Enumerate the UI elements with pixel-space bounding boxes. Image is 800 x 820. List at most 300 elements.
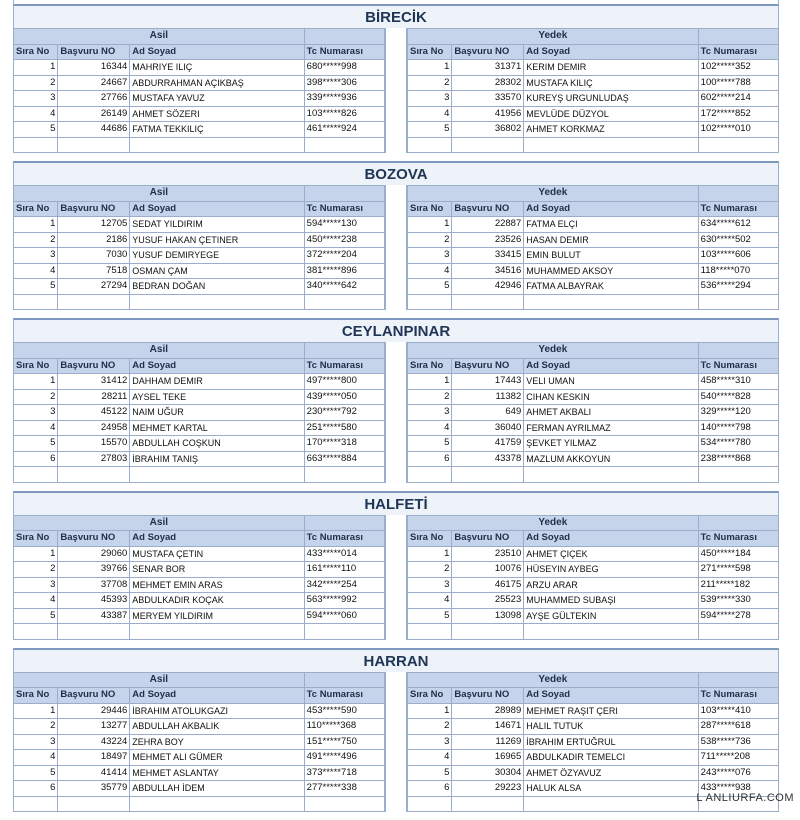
table-row bbox=[407, 593, 778, 609]
district-title: HARRAN bbox=[13, 648, 779, 672]
basvuru-no-cell: 33415 bbox=[452, 248, 524, 264]
table-row bbox=[407, 719, 778, 735]
empty-cell bbox=[58, 137, 130, 153]
basvuru-no-cell: 34516 bbox=[452, 263, 524, 279]
ad-soyad-cell: MUSTAFA KILIÇ bbox=[524, 75, 698, 91]
empty-cell bbox=[524, 294, 698, 310]
sira-no-cell: 2 bbox=[14, 562, 58, 578]
ad-soyad-cell: FATMA ELÇI bbox=[524, 217, 698, 233]
ad-soyad-cell: ABDURRAHMAN AÇIKBAŞ bbox=[130, 75, 304, 91]
sira-no-cell: 3 bbox=[14, 91, 58, 107]
tc-no-cell: 100*****788 bbox=[698, 75, 778, 91]
tc-no-cell: 540*****828 bbox=[698, 389, 778, 405]
empty-cell bbox=[698, 467, 778, 483]
table-row bbox=[407, 389, 778, 405]
basvuru-no-cell: 18497 bbox=[58, 750, 130, 766]
empty-cell bbox=[14, 624, 58, 640]
tc-no-cell: 536*****294 bbox=[698, 279, 778, 295]
table-row bbox=[14, 91, 385, 107]
tc-no-cell: 372*****204 bbox=[304, 248, 384, 264]
sira-no-cell: 4 bbox=[407, 420, 451, 436]
basvuru-no-cell: 43378 bbox=[452, 451, 524, 467]
ad-soyad-cell: OSMAN ÇAM bbox=[130, 263, 304, 279]
col-header-basvuru-no: Başvuru NO bbox=[452, 358, 524, 374]
ad-soyad-cell: SEDAT YILDIRIM bbox=[130, 217, 304, 233]
table-row bbox=[14, 248, 385, 264]
ad-soyad-cell: MEHMET RAŞIT ÇERI bbox=[524, 703, 698, 719]
basvuru-no-cell: 45122 bbox=[58, 405, 130, 421]
empty-cell bbox=[58, 467, 130, 483]
table-row bbox=[407, 765, 778, 781]
empty-cell bbox=[304, 796, 384, 812]
tc-no-cell: 243*****076 bbox=[698, 765, 778, 781]
empty-row bbox=[407, 137, 778, 153]
table-row bbox=[14, 374, 385, 390]
tc-no-cell: 461*****924 bbox=[304, 122, 384, 138]
table-row bbox=[407, 577, 778, 593]
ad-soyad-cell: HALUK ALSA bbox=[524, 781, 698, 797]
empty-cell bbox=[14, 467, 58, 483]
tc-no-cell: 342*****254 bbox=[304, 577, 384, 593]
empty-cell bbox=[452, 137, 524, 153]
ad-soyad-cell: SENAR BOR bbox=[130, 562, 304, 578]
table-row bbox=[407, 703, 778, 719]
table-row bbox=[14, 279, 385, 295]
empty-cell bbox=[407, 137, 451, 153]
col-header-sira-no: Sıra No bbox=[14, 358, 58, 374]
ad-soyad-cell: FATMA TEKKILIÇ bbox=[130, 122, 304, 138]
basvuru-no-cell: 28302 bbox=[452, 75, 524, 91]
table-row bbox=[407, 374, 778, 390]
asil-table bbox=[13, 342, 385, 483]
sira-no-cell: 5 bbox=[407, 608, 451, 624]
basvuru-no-cell: 41414 bbox=[58, 765, 130, 781]
table-row bbox=[407, 546, 778, 562]
ad-soyad-cell: AHMET KORKMAZ bbox=[524, 122, 698, 138]
empty-cell bbox=[14, 137, 58, 153]
sira-no-cell: 6 bbox=[407, 451, 451, 467]
tc-no-cell: 534*****780 bbox=[698, 436, 778, 452]
table-row bbox=[407, 750, 778, 766]
yedek-group-header: Yedek bbox=[407, 186, 698, 202]
tc-no-cell: 458*****310 bbox=[698, 374, 778, 390]
col-header-basvuru-no: Başvuru NO bbox=[58, 358, 130, 374]
basvuru-no-cell: 41956 bbox=[452, 106, 524, 122]
basvuru-no-cell: 27294 bbox=[58, 279, 130, 295]
sira-no-cell: 3 bbox=[14, 248, 58, 264]
ad-soyad-cell: MEVLÜDE DÜZYOL bbox=[524, 106, 698, 122]
empty-row bbox=[14, 796, 385, 812]
empty-cell bbox=[304, 624, 384, 640]
col-header-ad-soyad: Ad Soyad bbox=[524, 358, 698, 374]
ad-soyad-cell: YUSUF HAKAN ÇETINER bbox=[130, 232, 304, 248]
sira-no-cell: 2 bbox=[407, 389, 451, 405]
table-row bbox=[14, 719, 385, 735]
asil-group-header: Asil bbox=[14, 186, 305, 202]
table-row bbox=[14, 562, 385, 578]
empty-cell bbox=[524, 467, 698, 483]
yedek-table bbox=[407, 185, 779, 310]
ad-soyad-cell: AYSEL TEKE bbox=[130, 389, 304, 405]
sira-no-cell: 3 bbox=[407, 405, 451, 421]
table-row bbox=[14, 60, 385, 76]
tc-no-cell: 711*****208 bbox=[698, 750, 778, 766]
basvuru-no-cell: 2186 bbox=[58, 232, 130, 248]
basvuru-no-cell: 35779 bbox=[58, 781, 130, 797]
sira-no-cell: 1 bbox=[14, 374, 58, 390]
sira-no-cell: 1 bbox=[14, 217, 58, 233]
ad-soyad-cell: KUREYŞ URGUNLUDAŞ bbox=[524, 91, 698, 107]
empty-cell bbox=[698, 137, 778, 153]
basvuru-no-cell: 11269 bbox=[452, 734, 524, 750]
column-gap bbox=[385, 185, 407, 310]
table-row bbox=[407, 279, 778, 295]
yedek-table bbox=[407, 28, 779, 153]
tc-no-cell: 238*****868 bbox=[698, 451, 778, 467]
group-header-blank bbox=[698, 515, 778, 531]
sira-no-cell: 4 bbox=[407, 106, 451, 122]
empty-row bbox=[14, 467, 385, 483]
sira-no-cell: 4 bbox=[14, 593, 58, 609]
table-row bbox=[14, 577, 385, 593]
sira-no-cell: 4 bbox=[14, 750, 58, 766]
col-header-tc-no: Tc Numarası bbox=[304, 358, 384, 374]
empty-cell bbox=[130, 624, 304, 640]
col-header-basvuru-no: Başvuru NO bbox=[58, 201, 130, 217]
yedek-group-header: Yedek bbox=[407, 672, 698, 688]
ad-soyad-cell: BEDRAN DOĞAN bbox=[130, 279, 304, 295]
tc-no-cell: 340*****642 bbox=[304, 279, 384, 295]
basvuru-no-cell: 25523 bbox=[452, 593, 524, 609]
empty-cell bbox=[14, 796, 58, 812]
sira-no-cell: 2 bbox=[14, 389, 58, 405]
basvuru-no-cell: 7518 bbox=[58, 263, 130, 279]
sira-no-cell: 3 bbox=[14, 734, 58, 750]
asil-group-header: Asil bbox=[14, 29, 305, 45]
tc-no-cell: 151*****750 bbox=[304, 734, 384, 750]
empty-cell bbox=[524, 137, 698, 153]
empty-cell bbox=[130, 467, 304, 483]
sira-no-cell: 2 bbox=[407, 719, 451, 735]
table-row bbox=[407, 217, 778, 233]
table-row bbox=[14, 106, 385, 122]
col-header-tc-no: Tc Numarası bbox=[304, 201, 384, 217]
col-header-basvuru-no: Başvuru NO bbox=[58, 531, 130, 547]
asil-table bbox=[13, 185, 385, 310]
ad-soyad-cell: İBRAHIM ERTUĞRUL bbox=[524, 734, 698, 750]
column-gap bbox=[385, 515, 407, 640]
ad-soyad-cell: ABDULLAH AKBALIK bbox=[130, 719, 304, 735]
tc-no-cell: 634*****612 bbox=[698, 217, 778, 233]
col-header-sira-no: Sıra No bbox=[407, 688, 451, 704]
ad-soyad-cell: MAZLUM AKKOYUN bbox=[524, 451, 698, 467]
basvuru-no-cell: 43387 bbox=[58, 608, 130, 624]
sira-no-cell: 3 bbox=[407, 734, 451, 750]
col-header-tc-no: Tc Numarası bbox=[698, 44, 778, 60]
tc-no-cell: 103*****826 bbox=[304, 106, 384, 122]
table-row bbox=[14, 750, 385, 766]
district-block bbox=[13, 161, 779, 318]
empty-cell bbox=[304, 467, 384, 483]
empty-row bbox=[407, 624, 778, 640]
col-header-basvuru-no: Başvuru NO bbox=[452, 531, 524, 547]
col-header-tc-no: Tc Numarası bbox=[698, 201, 778, 217]
basvuru-no-cell: 36802 bbox=[452, 122, 524, 138]
tc-no-cell: 287*****618 bbox=[698, 719, 778, 735]
table-row bbox=[14, 608, 385, 624]
tc-no-cell: 102*****352 bbox=[698, 60, 778, 76]
sira-no-cell: 5 bbox=[407, 436, 451, 452]
sira-no-cell: 4 bbox=[14, 263, 58, 279]
col-header-ad-soyad: Ad Soyad bbox=[524, 688, 698, 704]
col-header-ad-soyad: Ad Soyad bbox=[130, 201, 304, 217]
column-gap bbox=[385, 342, 407, 483]
basvuru-no-cell: 44686 bbox=[58, 122, 130, 138]
tc-no-cell: 453*****590 bbox=[304, 703, 384, 719]
table-row bbox=[407, 436, 778, 452]
empty-cell bbox=[58, 796, 130, 812]
sira-no-cell: 2 bbox=[14, 719, 58, 735]
tc-no-cell: 103*****410 bbox=[698, 703, 778, 719]
basvuru-no-cell: 33570 bbox=[452, 91, 524, 107]
tc-no-cell: 103*****606 bbox=[698, 248, 778, 264]
col-header-tc-no: Tc Numarası bbox=[698, 688, 778, 704]
ad-soyad-cell: FERMAN AYRILMAZ bbox=[524, 420, 698, 436]
yedek-group-header: Yedek bbox=[407, 515, 698, 531]
empty-row bbox=[14, 294, 385, 310]
basvuru-no-cell: 649 bbox=[452, 405, 524, 421]
basvuru-no-cell: 14671 bbox=[452, 719, 524, 735]
asil-group-header: Asil bbox=[14, 672, 305, 688]
sira-no-cell: 5 bbox=[14, 608, 58, 624]
ad-soyad-cell: HALIL TUTUK bbox=[524, 719, 698, 735]
empty-cell bbox=[130, 796, 304, 812]
basvuru-no-cell: 28989 bbox=[452, 703, 524, 719]
basvuru-no-cell: 24958 bbox=[58, 420, 130, 436]
basvuru-no-cell: 13098 bbox=[452, 608, 524, 624]
empty-cell bbox=[304, 294, 384, 310]
results-sheet bbox=[13, 0, 779, 820]
tc-no-cell: 594*****278 bbox=[698, 608, 778, 624]
basvuru-no-cell: 16344 bbox=[58, 60, 130, 76]
tc-no-cell: 602*****214 bbox=[698, 91, 778, 107]
col-header-sira-no: Sıra No bbox=[407, 44, 451, 60]
district-title: BOZOVA bbox=[13, 161, 779, 185]
sira-no-cell: 4 bbox=[407, 263, 451, 279]
tc-no-cell: 539*****330 bbox=[698, 593, 778, 609]
tc-no-cell: 211*****182 bbox=[698, 577, 778, 593]
tc-no-cell: 680*****998 bbox=[304, 60, 384, 76]
site-watermark: L ANLIURFA.COM bbox=[696, 792, 794, 804]
basvuru-no-cell: 17443 bbox=[452, 374, 524, 390]
basvuru-no-cell: 39766 bbox=[58, 562, 130, 578]
sira-no-cell: 1 bbox=[407, 60, 451, 76]
table-row bbox=[407, 608, 778, 624]
sira-no-cell: 3 bbox=[14, 405, 58, 421]
ad-soyad-cell: MUSTAFA YAVUZ bbox=[130, 91, 304, 107]
table-row bbox=[14, 703, 385, 719]
basvuru-no-cell: 27803 bbox=[58, 451, 130, 467]
ad-soyad-cell: ABDULKADIR TEMELCI bbox=[524, 750, 698, 766]
tc-no-cell: 277*****338 bbox=[304, 781, 384, 797]
tc-no-cell: 251*****580 bbox=[304, 420, 384, 436]
ad-soyad-cell: DAHHAM DEMIR bbox=[130, 374, 304, 390]
tc-no-cell: 497*****800 bbox=[304, 374, 384, 390]
basvuru-no-cell: 29223 bbox=[452, 781, 524, 797]
col-header-basvuru-no: Başvuru NO bbox=[452, 201, 524, 217]
table-row bbox=[407, 91, 778, 107]
sira-no-cell: 1 bbox=[14, 60, 58, 76]
basvuru-no-cell: 22887 bbox=[452, 217, 524, 233]
table-row bbox=[14, 122, 385, 138]
group-header-blank bbox=[698, 29, 778, 45]
sira-no-cell: 3 bbox=[407, 91, 451, 107]
ad-soyad-cell: ABDULLAH İDEM bbox=[130, 781, 304, 797]
sira-no-cell: 4 bbox=[407, 593, 451, 609]
tc-no-cell: 172*****852 bbox=[698, 106, 778, 122]
table-row bbox=[407, 562, 778, 578]
district-spacer bbox=[13, 640, 779, 648]
ad-soyad-cell: YUSUF DEMIRYEGE bbox=[130, 248, 304, 264]
table-row bbox=[407, 60, 778, 76]
sira-no-cell: 4 bbox=[14, 106, 58, 122]
yedek-table bbox=[407, 672, 779, 813]
col-header-sira-no: Sıra No bbox=[407, 358, 451, 374]
empty-cell bbox=[452, 796, 524, 812]
ad-soyad-cell: FATMA ALBAYRAK bbox=[524, 279, 698, 295]
group-header-blank bbox=[698, 672, 778, 688]
asil-table bbox=[13, 515, 385, 640]
ad-soyad-cell: ŞEVKET YILMAZ bbox=[524, 436, 698, 452]
table-row bbox=[407, 263, 778, 279]
sira-no-cell: 5 bbox=[14, 122, 58, 138]
ad-soyad-cell: HÜSEYIN AYBEG bbox=[524, 562, 698, 578]
tc-no-cell: 118*****070 bbox=[698, 263, 778, 279]
tc-no-cell: 161*****110 bbox=[304, 562, 384, 578]
empty-cell bbox=[58, 624, 130, 640]
ad-soyad-cell: MEHMET ALI GÜMER bbox=[130, 750, 304, 766]
ad-soyad-cell: MUHAMMED AKSOY bbox=[524, 263, 698, 279]
ad-soyad-cell: EMIN BULUT bbox=[524, 248, 698, 264]
sira-no-cell: 5 bbox=[407, 279, 451, 295]
sira-no-cell: 1 bbox=[407, 217, 451, 233]
ad-soyad-cell: AHMET SÖZERI bbox=[130, 106, 304, 122]
district-block bbox=[13, 4, 779, 161]
ad-soyad-cell: İBRAHIM TANIŞ bbox=[130, 451, 304, 467]
col-header-tc-no: Tc Numarası bbox=[698, 358, 778, 374]
table-row bbox=[407, 734, 778, 750]
empty-row bbox=[14, 137, 385, 153]
group-header-blank bbox=[304, 515, 384, 531]
empty-cell bbox=[698, 624, 778, 640]
tc-no-cell: 140*****798 bbox=[698, 420, 778, 436]
tc-no-cell: 594*****130 bbox=[304, 217, 384, 233]
tc-no-cell: 230*****792 bbox=[304, 405, 384, 421]
col-header-sira-no: Sıra No bbox=[14, 531, 58, 547]
table-row bbox=[14, 75, 385, 91]
ad-soyad-cell: MEHMET ASLANTAY bbox=[130, 765, 304, 781]
ad-soyad-cell: MUSTAFA ÇETIN bbox=[130, 546, 304, 562]
basvuru-no-cell: 36040 bbox=[452, 420, 524, 436]
table-row bbox=[407, 232, 778, 248]
yedek-group-header: Yedek bbox=[407, 29, 698, 45]
empty-row bbox=[407, 467, 778, 483]
empty-cell bbox=[407, 294, 451, 310]
tc-no-cell: 439*****050 bbox=[304, 389, 384, 405]
col-header-basvuru-no: Başvuru NO bbox=[452, 688, 524, 704]
empty-cell bbox=[407, 624, 451, 640]
sira-no-cell: 5 bbox=[14, 436, 58, 452]
empty-row bbox=[407, 294, 778, 310]
empty-cell bbox=[58, 294, 130, 310]
group-header-blank bbox=[304, 672, 384, 688]
sira-no-cell: 4 bbox=[14, 420, 58, 436]
basvuru-no-cell: 43224 bbox=[58, 734, 130, 750]
basvuru-no-cell: 24667 bbox=[58, 75, 130, 91]
empty-cell bbox=[14, 294, 58, 310]
ad-soyad-cell: MEHMET EMIN ARAS bbox=[130, 577, 304, 593]
basvuru-no-cell: 23526 bbox=[452, 232, 524, 248]
district-title: CEYLANPINAR bbox=[13, 318, 779, 342]
basvuru-no-cell: 29446 bbox=[58, 703, 130, 719]
sira-no-cell: 1 bbox=[14, 703, 58, 719]
ad-soyad-cell: MERYEM YILDIRIM bbox=[130, 608, 304, 624]
sira-no-cell: 2 bbox=[407, 75, 451, 91]
table-row bbox=[407, 122, 778, 138]
empty-cell bbox=[452, 294, 524, 310]
asil-table bbox=[13, 672, 385, 813]
basvuru-no-cell: 45393 bbox=[58, 593, 130, 609]
empty-cell bbox=[698, 294, 778, 310]
tc-no-cell: 339*****936 bbox=[304, 91, 384, 107]
empty-cell bbox=[407, 467, 451, 483]
tc-no-cell: 398*****306 bbox=[304, 75, 384, 91]
empty-cell bbox=[452, 624, 524, 640]
col-header-sira-no: Sıra No bbox=[407, 201, 451, 217]
basvuru-no-cell: 29060 bbox=[58, 546, 130, 562]
district-block bbox=[13, 648, 779, 820]
col-header-ad-soyad: Ad Soyad bbox=[524, 44, 698, 60]
basvuru-no-cell: 16965 bbox=[452, 750, 524, 766]
tc-no-cell: 594*****060 bbox=[304, 608, 384, 624]
table-row bbox=[14, 389, 385, 405]
basvuru-no-cell: 23510 bbox=[452, 546, 524, 562]
ad-soyad-cell: VELI UMAN bbox=[524, 374, 698, 390]
basvuru-no-cell: 7030 bbox=[58, 248, 130, 264]
ad-soyad-cell: MUHAMMED SUBAŞI bbox=[524, 593, 698, 609]
ad-soyad-cell: AHMET ÇIÇEK bbox=[524, 546, 698, 562]
table-row bbox=[14, 263, 385, 279]
asil-group-header: Asil bbox=[14, 515, 305, 531]
group-header-blank bbox=[698, 186, 778, 202]
yedek-table bbox=[407, 515, 779, 640]
sira-no-cell: 6 bbox=[14, 781, 58, 797]
col-header-ad-soyad: Ad Soyad bbox=[130, 531, 304, 547]
tc-no-cell: 170*****318 bbox=[304, 436, 384, 452]
district-spacer bbox=[13, 812, 779, 820]
table-row bbox=[407, 75, 778, 91]
district-spacer bbox=[13, 310, 779, 318]
sira-no-cell: 1 bbox=[407, 703, 451, 719]
empty-cell bbox=[130, 137, 304, 153]
ad-soyad-cell: İBRAHIM ATOLUKGAZI bbox=[130, 703, 304, 719]
sira-no-cell: 2 bbox=[14, 75, 58, 91]
col-header-ad-soyad: Ad Soyad bbox=[524, 531, 698, 547]
tc-no-cell: 433*****938 bbox=[698, 781, 778, 797]
group-header-blank bbox=[304, 343, 384, 359]
ad-soyad-cell: HASAN DEMIR bbox=[524, 232, 698, 248]
table-row bbox=[14, 781, 385, 797]
